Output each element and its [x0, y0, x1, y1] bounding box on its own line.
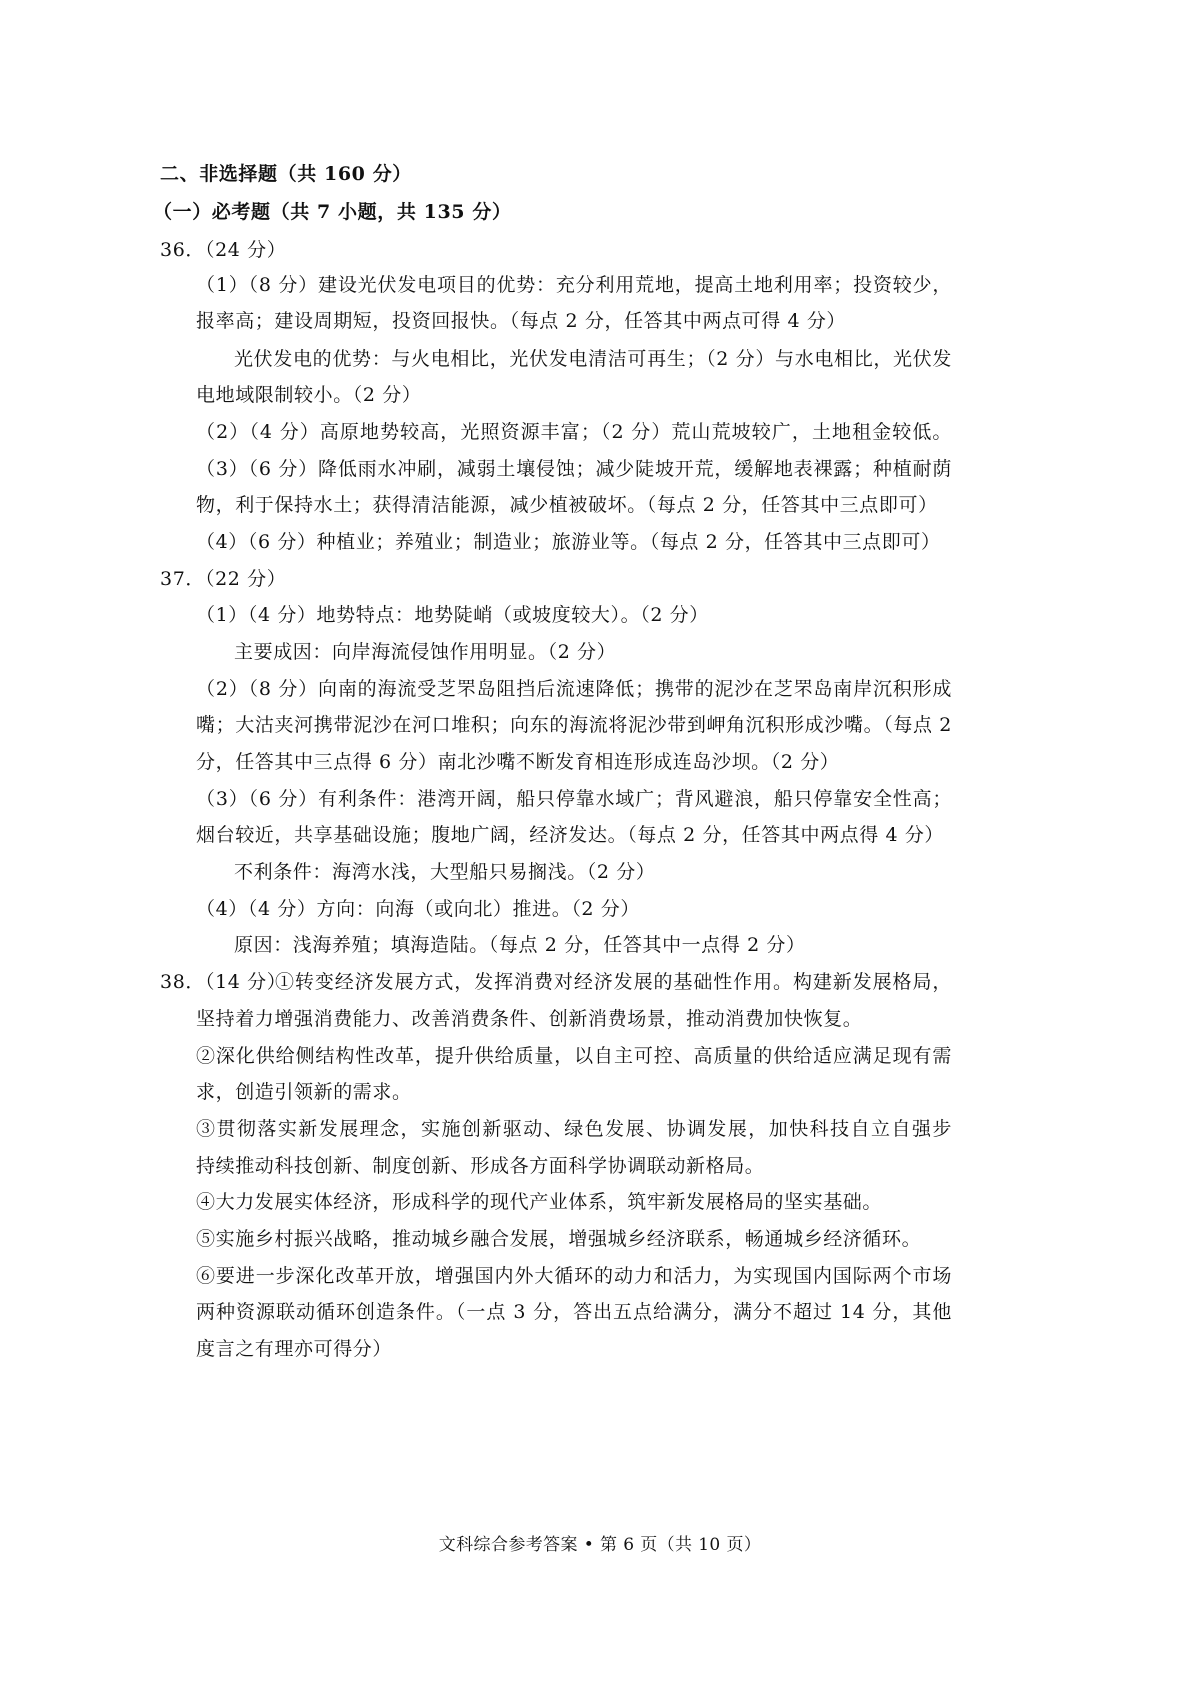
q37-header: 37．（22 分）: [160, 568, 287, 590]
q38-line8: ⑤实施乡村振兴战略，推动城乡融合发展，增强城乡经济联系，畅通城乡经济循环。: [196, 1228, 922, 1250]
q38-header: 38．（14 分）: [160, 971, 287, 993]
q37-part2-line2: 嘴；大沽夹河携带泥沙在河口堆积；向东的海流将泥沙带到岬角沉积形成沙嘴。（每点 2: [196, 714, 952, 736]
q38-line9: ⑥要进一步深化改革开放，增强国内外大循环的动力和活力，为实现国内国际两个市场: [196, 1265, 952, 1287]
q38-line7: ④大力发展实体经济，形成科学的现代产业体系，筑牢新发展格局的坚实基础。: [196, 1191, 883, 1213]
q37-part3-line1: （3）（6 分）有利条件：港湾开阔，船只停靠水域广；背风避浪，船只停靠安全性高；: [196, 788, 952, 810]
q36-part1-line4: 电地域限制较小。（2 分）: [196, 384, 422, 406]
q36-header: 36．（24 分）: [160, 239, 287, 261]
q37-part4-line1: （4）（4 分）方向：向海（或向北）推进。（2 分）: [196, 898, 640, 920]
q38-line5: ③贯彻落实新发展理念，实施创新驱动、绿色发展、协调发展，加快科技自立自强步: [196, 1118, 952, 1140]
q38-line4: 求，创造引领新的需求。: [196, 1081, 412, 1103]
q38-line11: 度言之有理亦可得分）: [196, 1338, 393, 1360]
q36-part1-line3: 光伏发电的优势：与火电相比，光伏发电清洁可再生；（2 分）与水电相比，光伏发: [234, 348, 952, 370]
page-footer: 文科综合参考答案 • 第 6 页（共 10 页）: [438, 1535, 762, 1555]
q38-line6: 持续推动科技创新、制度创新、形成各方面科学协调联动新格局。: [196, 1155, 765, 1177]
q36-part1-line1: （1）（8 分）建设光伏发电项目的优势：充分利用荒地，提高土地利用率；投资较少，: [196, 274, 952, 296]
q37-part1-line2: 主要成因：向岸海流侵蚀作用明显。（2 分）: [234, 641, 617, 663]
section-title: 二、非选择题（共 160 分）: [160, 163, 412, 185]
q37-part2-line3: 分，任答其中三点得 6 分）南北沙嘴不断发育相连形成连岛沙坝。（2 分）: [196, 751, 840, 773]
q38-line10: 两种资源联动循环创造条件。（一点 3 分，答出五点给满分，满分不超过 14 分，其他: [196, 1301, 952, 1323]
q38-line3: ②深化供给侧结构性改革，提升供给质量，以自主可控、高质量的供给适应满足现有需: [196, 1045, 952, 1067]
section-subtitle: （一）必考题（共 7 小题，共 135 分）: [153, 201, 512, 223]
q37-part4-line2: 原因：浅海养殖；填海造陆。（每点 2 分，任答其中一点得 2 分）: [234, 934, 806, 956]
q38-line2: 坚持着力增强消费能力、改善消费条件、创新消费场景，推动消费加快恢复。: [196, 1008, 863, 1030]
q36-part1-line2: 报率高；建设周期短，投资回报快。（每点 2 分，任答其中两点可得 4 分）: [196, 310, 847, 332]
q37-part3-line2: 烟台较近，共享基础设施；腹地广阔，经济发达。（每点 2 分，任答其中两点得 4 分）: [196, 824, 945, 846]
q36-part3-line2: 物，利于保持水土；获得清洁能源，减少植被破坏。（每点 2 分，任答其中三点即可）: [196, 494, 938, 516]
q36-part4: （4）（6 分）种植业；养殖业；制造业；旅游业等。（每点 2 分，任答其中三点即可）: [196, 531, 941, 553]
q37-part2-line1: （2）（8 分）向南的海流受芝罘岛阻挡后流速降低；携带的泥沙在芝罘岛南岸沉积形成: [196, 678, 952, 700]
q37-part1-line1: （1）（4 分）地势特点：地势陡峭（或坡度较大）。（2 分）: [196, 604, 709, 626]
q36-part3-line1: （3）（6 分）降低雨水冲刷，减弱土壤侵蚀；减少陡坡开荒，缓解地表裸露；种植耐荫: [196, 458, 952, 480]
q36-part2: （2）（4 分）高原地势较高，光照资源丰富；（2 分）荒山荒坡较广，土地租金较低。: [196, 421, 952, 443]
q37-part3-line3: 不利条件：海湾水浅，大型船只易搁浅。（2 分）: [234, 861, 656, 883]
q38-line1: ①转变经济发展方式，发挥消费对经济发展的基础性作用。构建新发展格局，: [275, 971, 952, 993]
